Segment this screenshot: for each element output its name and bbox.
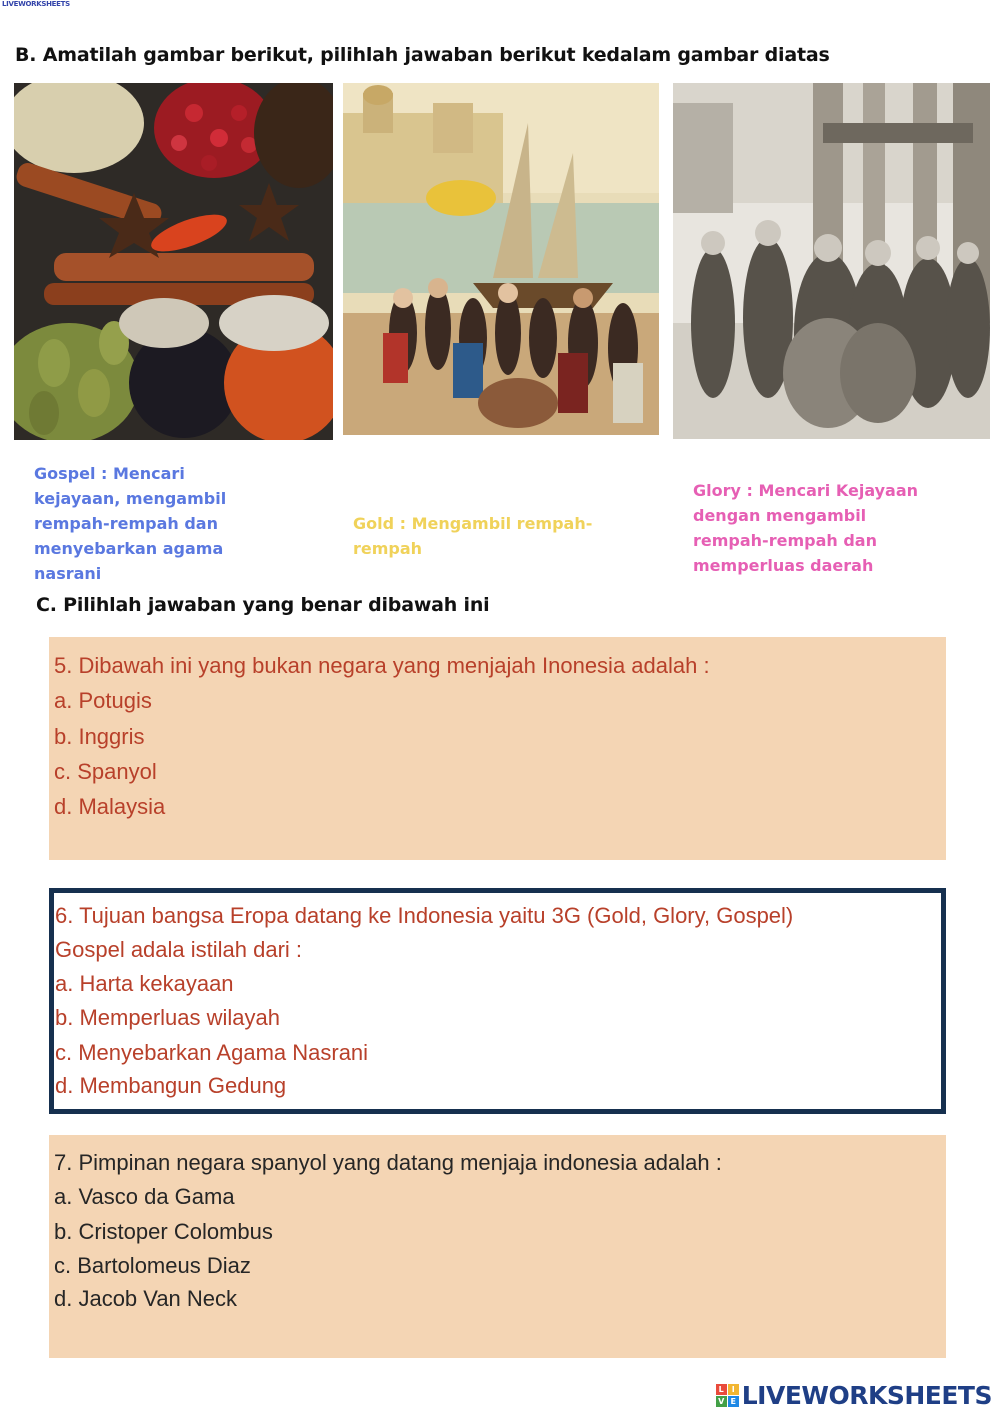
question-7-option-d[interactable]: d. Jacob Van Neck <box>54 1286 238 1311</box>
logo-tile: E <box>728 1396 739 1407</box>
top-watermark: LIVEWORKSHEETS <box>2 0 70 8</box>
question-5-option-c[interactable]: c. Spanyol <box>54 759 157 784</box>
section-c-heading: C. Pilihlah jawaban yang benar dibawah ini <box>36 594 490 616</box>
question-7-option-a[interactable]: a. Vasco da Gama <box>54 1184 235 1209</box>
question-7-text: 7. Pimpinan negara spanyol yang datang menjaja indonesia adalah : <box>54 1150 722 1175</box>
question-6-option-c[interactable]: c. Menyebarkan Agama Nasrani <box>55 1040 369 1065</box>
question-6-box <box>49 888 946 1114</box>
question-6-text: 6. Tujuan bangsa Eropa datang ke Indonesia yaitu 3G (Gold, Glory, Gospel) <box>55 903 794 928</box>
question-5-option-a[interactable]: a. Potugis <box>54 688 152 713</box>
question-7-box <box>49 1135 946 1358</box>
question-6-option-d[interactable]: d. Membangun Gedung <box>55 1073 287 1098</box>
caption-glory: Glory : Mencari Kejayaan dengan mengambil rempah-rempah dan memperluas daerah <box>693 481 919 575</box>
question-6-subtext: Gospel adala istilah dari : <box>55 937 303 962</box>
logo-tile: I <box>728 1384 739 1395</box>
logo-tile: L <box>716 1384 727 1395</box>
question-6-option-a[interactable]: a. Harta kekayaan <box>55 971 234 996</box>
caption-gospel: Gospel : Mencari kejayaan, mengambil rempah-rempah dan menyebarkan agama nasrani <box>34 464 227 583</box>
spices-image <box>14 83 333 440</box>
logo-text: LIVEWORKSHEETS <box>741 1381 992 1410</box>
question-7-option-b[interactable]: b. Cristoper Colombus <box>54 1219 273 1244</box>
question-5-box <box>49 637 946 860</box>
question-5-option-b[interactable]: b. Inggris <box>54 724 145 749</box>
question-5-text: 5. Dibawah ini yang bukan negara yang menjajah Inonesia adalah : <box>54 653 710 678</box>
logo-tile: V <box>716 1396 727 1407</box>
question-7-option-c[interactable]: c. Bartolomeus Diaz <box>54 1253 251 1278</box>
harbour-scene-image <box>343 83 659 435</box>
liveworksheets-logo[interactable] <box>716 1381 992 1410</box>
section-b-heading: B. Amatilah gambar berikut, pilihlah jawaban berikut kedalam gambar diatas <box>15 44 830 66</box>
question-6-option-b[interactable]: b. Memperluas wilayah <box>55 1005 280 1030</box>
engraving-image <box>673 83 990 439</box>
caption-gold: Gold : Mengambil rempah-rempah <box>353 514 593 558</box>
question-5-option-d[interactable]: d. Malaysia <box>54 794 166 819</box>
logo-tiles-icon <box>716 1384 739 1407</box>
